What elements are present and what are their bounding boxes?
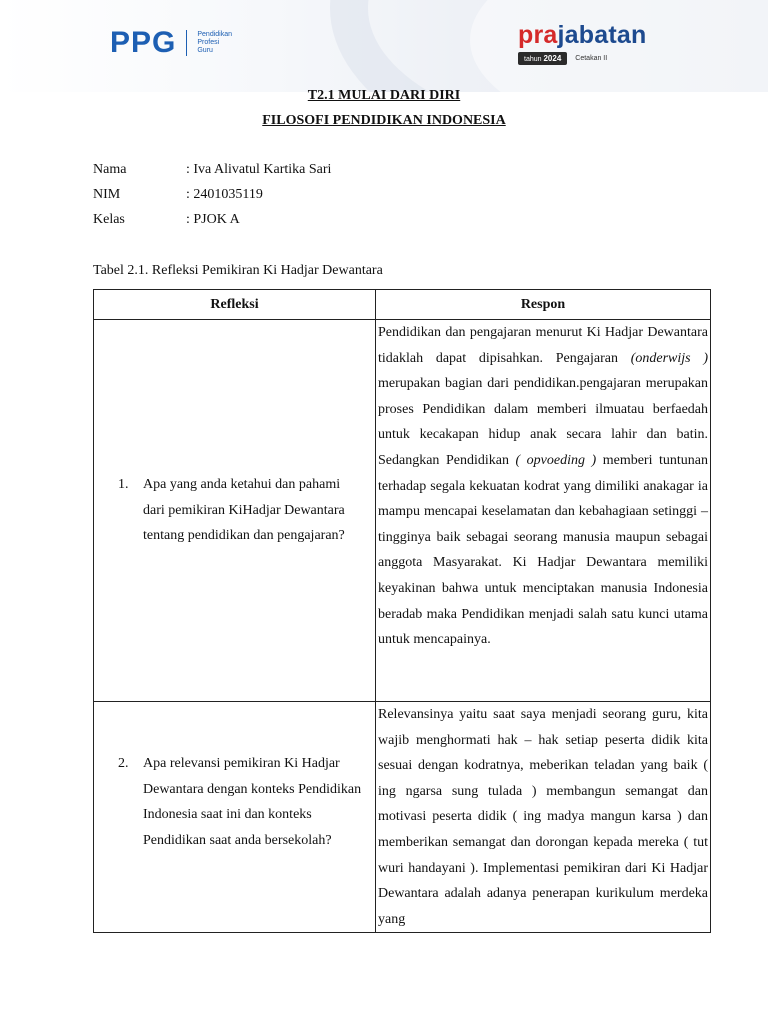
- response-part: merupakan bagian dari pendidikan.pengajaran merupakan proses Pendidikan dalam memberi ilmuatau berfaedah untuk kecakapan hidup anak secara lahir dan batin. Sedangkan Pendidikan: [378, 376, 708, 468]
- page-header-banner: [0, 0, 768, 92]
- identity-label: Nama: [93, 162, 127, 177]
- prajabatan-logo: [518, 22, 646, 65]
- reflection-table: [93, 289, 711, 933]
- response-cell: [376, 702, 711, 933]
- ppg-logo: [110, 28, 232, 58]
- identity-value: : 2401035119: [186, 187, 263, 202]
- ppg-logo-text: PPG: [110, 26, 177, 59]
- table-row: [94, 702, 711, 933]
- question-item: [94, 751, 375, 853]
- document-subtitle: FILOSOFI PENDIDIKAN INDONESIA: [262, 113, 506, 128]
- identity-value: : PJOK A: [186, 212, 240, 227]
- response-text: [376, 320, 710, 653]
- table-caption: Tabel 2.1. Refleksi Pemikiran Ki Hadjar Dewantara: [93, 263, 383, 278]
- column-header-respon: Respon: [376, 290, 711, 320]
- response-text: Relevansinya yaitu saat saya menjadi seorang guru, kita wajib menghormati hak – hak setiap peserta didik kita sesuai dengan kodratnya, meberikan teladan yang baik ( ing ngarsa sung tulada ) membangun semangat dan motivasi peserta didik ( ing madya mangun karsa ) dan memberikan semangat dan dorongan kepada mereka ( tut wuri handayani ). Implementasi pemikiran dari Ki Hadjar Dewantara adalah adanya penerapan kurikulum merdeka yang: [378, 707, 708, 927]
- identity-label: Kelas: [93, 212, 125, 227]
- identity-label: NIM: [93, 187, 121, 202]
- question-number: 2.: [118, 756, 129, 771]
- year-badge: [518, 52, 567, 65]
- response-italic-term: (onderwijs ): [630, 350, 708, 366]
- response-cell: [376, 320, 711, 702]
- column-header-refleksi: Refleksi: [94, 290, 376, 320]
- prajabatan-wordmark: [518, 22, 646, 48]
- question-cell: [94, 702, 376, 933]
- response-part: memberi tuntunan terhadap segala kekuatan kodrat yang dimiliki anakagar ia mampu mencapai keselamatan dan kebahagiaan setinggi – tingginya baik sebagai seorang manusia maupun sebagai anggota Masyarakat. Ki Hadjar Dewantara memiliki keyakinan bahwa untuk menciptakan manusia Indonesia beradab maka Pendidikan menjadi salah satu kunci utama untuk mencapainya.: [378, 452, 708, 648]
- logo-divider: [186, 30, 187, 56]
- question-item: [94, 472, 375, 549]
- question-cell: [94, 320, 376, 702]
- question-text: Apa relevansi pemikiran Ki Hadjar Dewantara dengan konteks Pendidikan Indonesia saat ini dan konteks Pendidikan saat anda bersekolah?: [143, 756, 362, 848]
- identity-value: : Iva Alivatul Kartika Sari: [186, 162, 332, 177]
- question-number: 1.: [118, 477, 129, 493]
- ppg-logo-subtitle: [197, 31, 232, 55]
- year-badge-year: 2024: [543, 54, 562, 63]
- document-title: T2.1 MULAI DARI DIRI: [307, 88, 461, 103]
- response-italic-term: ( opvoeding ): [515, 452, 597, 468]
- ppg-sub-line-3: Guru: [197, 47, 213, 54]
- table-row: [94, 320, 711, 702]
- brand-red-part: pra: [518, 21, 558, 49]
- brand-blue-part: jabatan: [557, 21, 647, 49]
- year-badge-label: tahun: [524, 56, 542, 63]
- ppg-sub-line-2: Profesi: [197, 39, 220, 46]
- question-text: Apa yang anda ketahui dan pahami dari pemikiran KiHadjar Dewantara tentang pendidikan dan pengajaran?: [143, 477, 345, 544]
- ppg-sub-line-1: Pendidikan: [197, 31, 232, 38]
- table-header-row: [94, 290, 711, 320]
- edition-label: Cetakan II: [575, 55, 608, 62]
- response-part: Pendidikan dan pengajaran menurut Ki Hadjar Dewantara tidaklah dapat dipisahkan. Pengajaran: [378, 325, 708, 366]
